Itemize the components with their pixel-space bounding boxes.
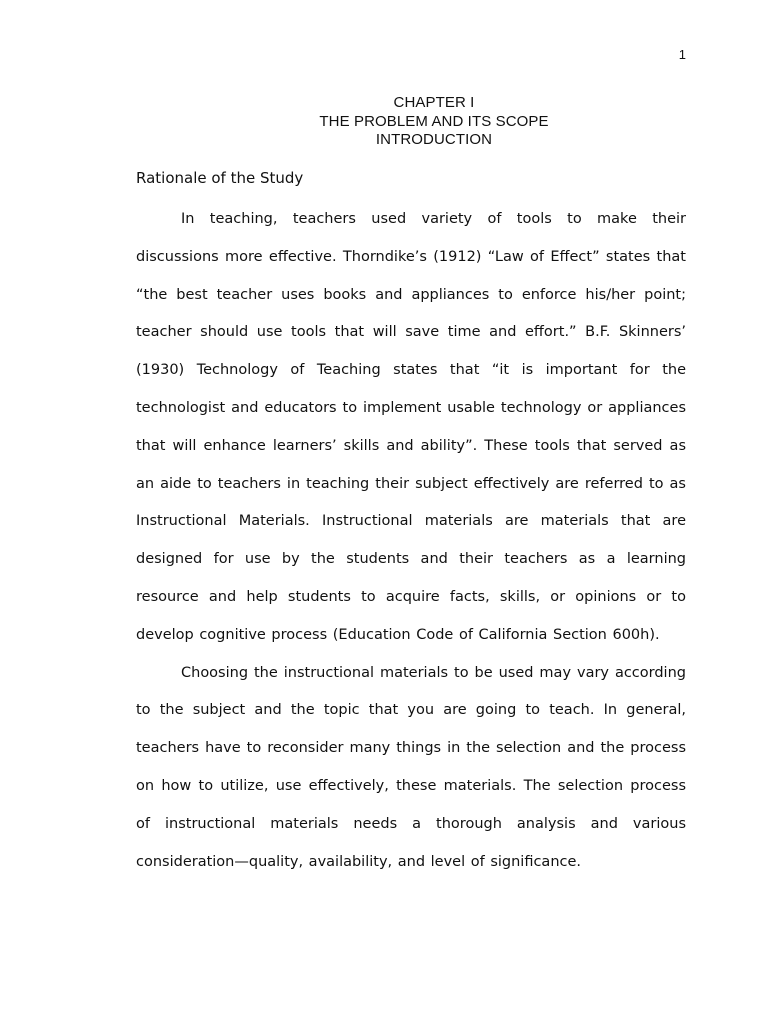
chapter-label: CHAPTER I — [393, 94, 475, 111]
section-title: Rationale of the Study — [136, 169, 304, 187]
chapter-title: THE PROBLEM AND ITS SCOPE — [319, 112, 549, 130]
chapter-heading — [0, 94, 768, 150]
section-body — [136, 201, 686, 881]
paragraph: In teaching, teachers used variety of tools to make their discussions more effective. Thorndike’s (1912) “Law of Effect” states that “the best teacher uses books and appliances to enforce his/her point; teacher should use tools that will save time and effort.” B.F. Skinners’ (1930) Technology of Teaching states that “it is important for the technologist and educators to implement usable technology or appliances that will enhance learners’ skills and ability”. These tools that served as an aide to teachers in teaching their subject effectively are referred to as Instructional Materials. Instructional materials are materials that are designed for use by the students and their teachers as a learning resource and help students to acquire facts, skills, or opinions or to develop cognitive process (Education Code of California Section 600h). — [136, 211, 686, 643]
page-number: 1 — [678, 47, 686, 62]
chapter-subtitle: INTRODUCTION — [375, 131, 493, 148]
paragraph: Choosing the instructional materials to be used may vary according to the subject and the topic that you are going to teach. In general, teachers have to reconsider many things in the selection and the process on how to utilize, use effectively, these materials. The selection process of instructional materials needs a thorough analysis and various consideration—quality, availability, and level of significance. — [136, 664, 686, 870]
